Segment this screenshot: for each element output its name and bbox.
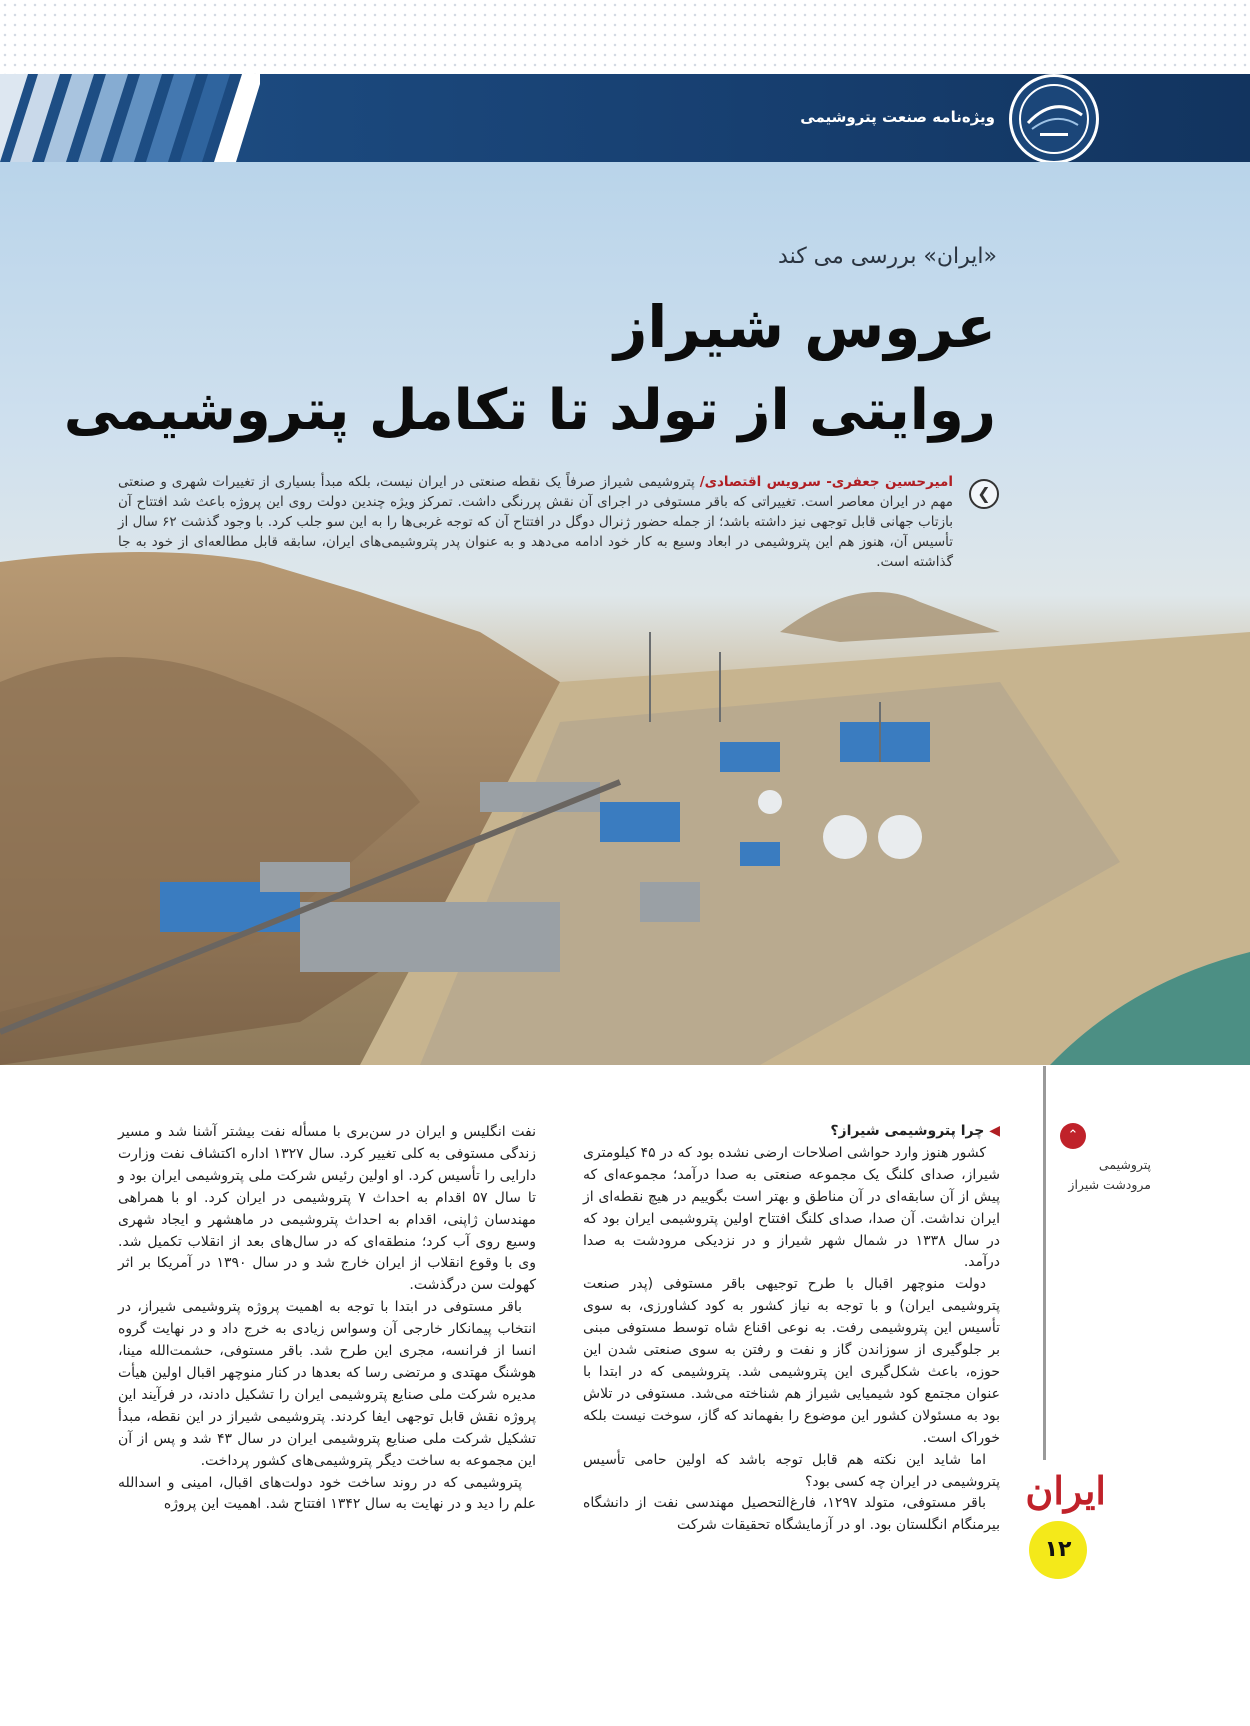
- lead-text: پتروشیمی شیراز صرفاً یک نقطه صنعتی در ایران نیست، بلکه مبدأ بسیاری از تغییرات شهری و صنعتی مهم در ایران معاصر است. تغییراتی که باقر مستوفی در اجرای آن نقش پررنگی داشت. تمرکز ویژه چندین دولت روی این پروژه باعث شد افتتاح آن بازتاب جهانی قابل توجهی نیز داشته باشد؛ از جمله حضور ژنرال دوگل در افتتاح آن که توجه غربی‌ها را به این سو جلب کرد. با وجود گذشت ۶۲ سال از تأسیس آن، هنوز هم این پتروشیمی در ابعاد وسیع به کار خود ادامه می‌دهد و به عنوان پدر پتروشیمی‌های ایران، سابقه قابل مطالعه‌ای از خود به جا گذاشته است.: [118, 474, 953, 570]
- article-lead: [118, 472, 953, 572]
- article-kicker: «ایران» بررسی می کند: [778, 244, 997, 269]
- paragraph: باقر مستوفی، متولد ۱۲۹۷، فارغ‌التحصیل مهندسی نفت از دانشگاه بیرمنگام انگلستان بود. او در آزمایشگاه تحقیقات شرکت: [583, 1495, 1000, 1534]
- chevron-left-icon: ❮: [969, 479, 999, 509]
- column-left: [118, 1122, 536, 1516]
- paragraph: کشور هنوز وارد حواشی اصلاحات ارضی نشده بود که در ۴۵ کیلومتری شیراز، صدای کلنگ یک مجموعه صنعتی به صدا درآمد؛ مجموعه‌ای که پیش از آن سابقه‌ای در آن مناطق و بهتر است بگوییم در هیچ نقطه‌ای از ایران نداشت. آن صدا، صدای کلنگ افتتاح اولین پتروشیمی ایران بود که در سال ۱۳۳۸ در شمال شهر شیراز و در نزدیکی مرودشت به صدا درآمد.: [583, 1144, 1000, 1271]
- section-heading: ◀ چرا پتروشیمی شیراز؟: [830, 1123, 1000, 1139]
- paragraph: اما شاید این نکته هم قابل توجه باشد که اولین حامی تأسیس پتروشیمی در ایران چه کسی بود؟: [583, 1451, 1000, 1490]
- pcpic-logo: [1009, 74, 1099, 164]
- byline: امیرحسین جعفری- سرویس اقتصادی/: [699, 474, 953, 490]
- article-title-line2: روایتی از تولد تا تکامل پتروشیمی: [63, 378, 996, 443]
- paragraph: پتروشیمی که در روند ساخت خود دولت‌های اقبال، امینی و اسدالله علم را دید و در نهایت به سال ۱۳۴۲ افتتاح شد. اهمیت این پروژه: [118, 1474, 536, 1513]
- caption-line2: مرودشت شیراز: [1068, 1177, 1151, 1192]
- caption-line1: پتروشیمی: [1098, 1157, 1151, 1172]
- sidebar-divider: [1043, 1066, 1046, 1460]
- pcpic-logo-icon: [1012, 77, 1096, 161]
- section-title: ویژه‌نامه صنعت پتروشیمی: [800, 108, 995, 126]
- triangle-bullet-icon: ◀: [984, 1123, 1000, 1139]
- article-title-line1: عروس شیراز: [613, 293, 996, 361]
- dotted-pattern: [0, 0, 1250, 74]
- paragraph: دولت منوچهر اقبال با طرح توجیهی باقر مستوفی (پدر صنعت پتروشیمی ایران) و با توجه به نیاز کشور به کود کشاورزی، به سوی تأسیس این پتروشیمی رفت. به نوعی اقناع شاه توسط مستوفی مبنی بر جلوگیری از سوزاندن گاز و نفت و رفتن به سوی صنعتی شدن این حوزه، باعث شکل‌گیری این پتروشیمی شد. پتروشیمی که در ابتدا با عنوان مجتمع کود شیمیایی شیراز هم شناخته می‌شد. مستوفی در تلاش بود به مسئولان کشور این موضوع را بفهماند که گاز، سوخت نیست بلکه خوراک است.: [583, 1276, 1000, 1446]
- paragraph: باقر مستوفی در ابتدا با توجه به اهمیت پروژه پتروشیمی شیراز، در انتخاب پیمانکار خارجی آن وسواس زیادی به خرج داد و در نهایت گروه انسا از فرانسه، مجری این طرح شد. باقر مستوفی، حشمت‌الله مینا، هوشنگ مهتدی و مرتضی رسا که بعدها در کنار منوچهر اقبال اولین هیأت مدیره شرکت ملی صنایع پتروشیمی ایران را تشکیل دادند، در فرآیند این پروژه نقش قابل توجهی ایفا کردند. پتروشیمی شیراز در این نقطه، مبدأ تشکیل شرکت ملی صنایع پتروشیمی ایران در سال ۴۳ شد و پس از آن این مجموعه به ساخت دیگر پتروشیمی‌های کشور پرداخت.: [118, 1299, 536, 1469]
- iran-newspaper-logo: ایران: [1025, 1468, 1106, 1513]
- paragraph: نفت انگلیس و ایران در سن‌بری با مسأله نفت بیشتر آشنا شد و مسیر زندگی مستوفی به کلی تغییر کرد. سال ۱۳۲۷ اداره اکتشاف نفت وزارت دارایی را تأسیس کرد. او اولین رئیس شرکت ملی پتروشیمی ایران بود و تا سال ۵۷ اقدام به احداث ۷ پتروشیمی در ایران کرد. او با همراهی مهندسان ژاپنی، اقدام به احداث پتروشیمی در ماهشهر و ایجاد شهری وسیع روی آب کرد؛ منطقه‌ای که در سال‌های بعد از انقلاب تکمیل شد. وی با وقوع انقلاب از ایران خارج شد و در سال ۱۳۹۰ در آمریکا بر اثر کهولت سن درگذشت.: [118, 1124, 537, 1294]
- page-number-badge: ۱۲: [1029, 1521, 1087, 1579]
- chevron-up-icon: ⌃: [1060, 1123, 1086, 1149]
- column-right: [583, 1121, 1000, 1537]
- photo-caption: [1051, 1155, 1151, 1195]
- header-stripes: [0, 74, 260, 162]
